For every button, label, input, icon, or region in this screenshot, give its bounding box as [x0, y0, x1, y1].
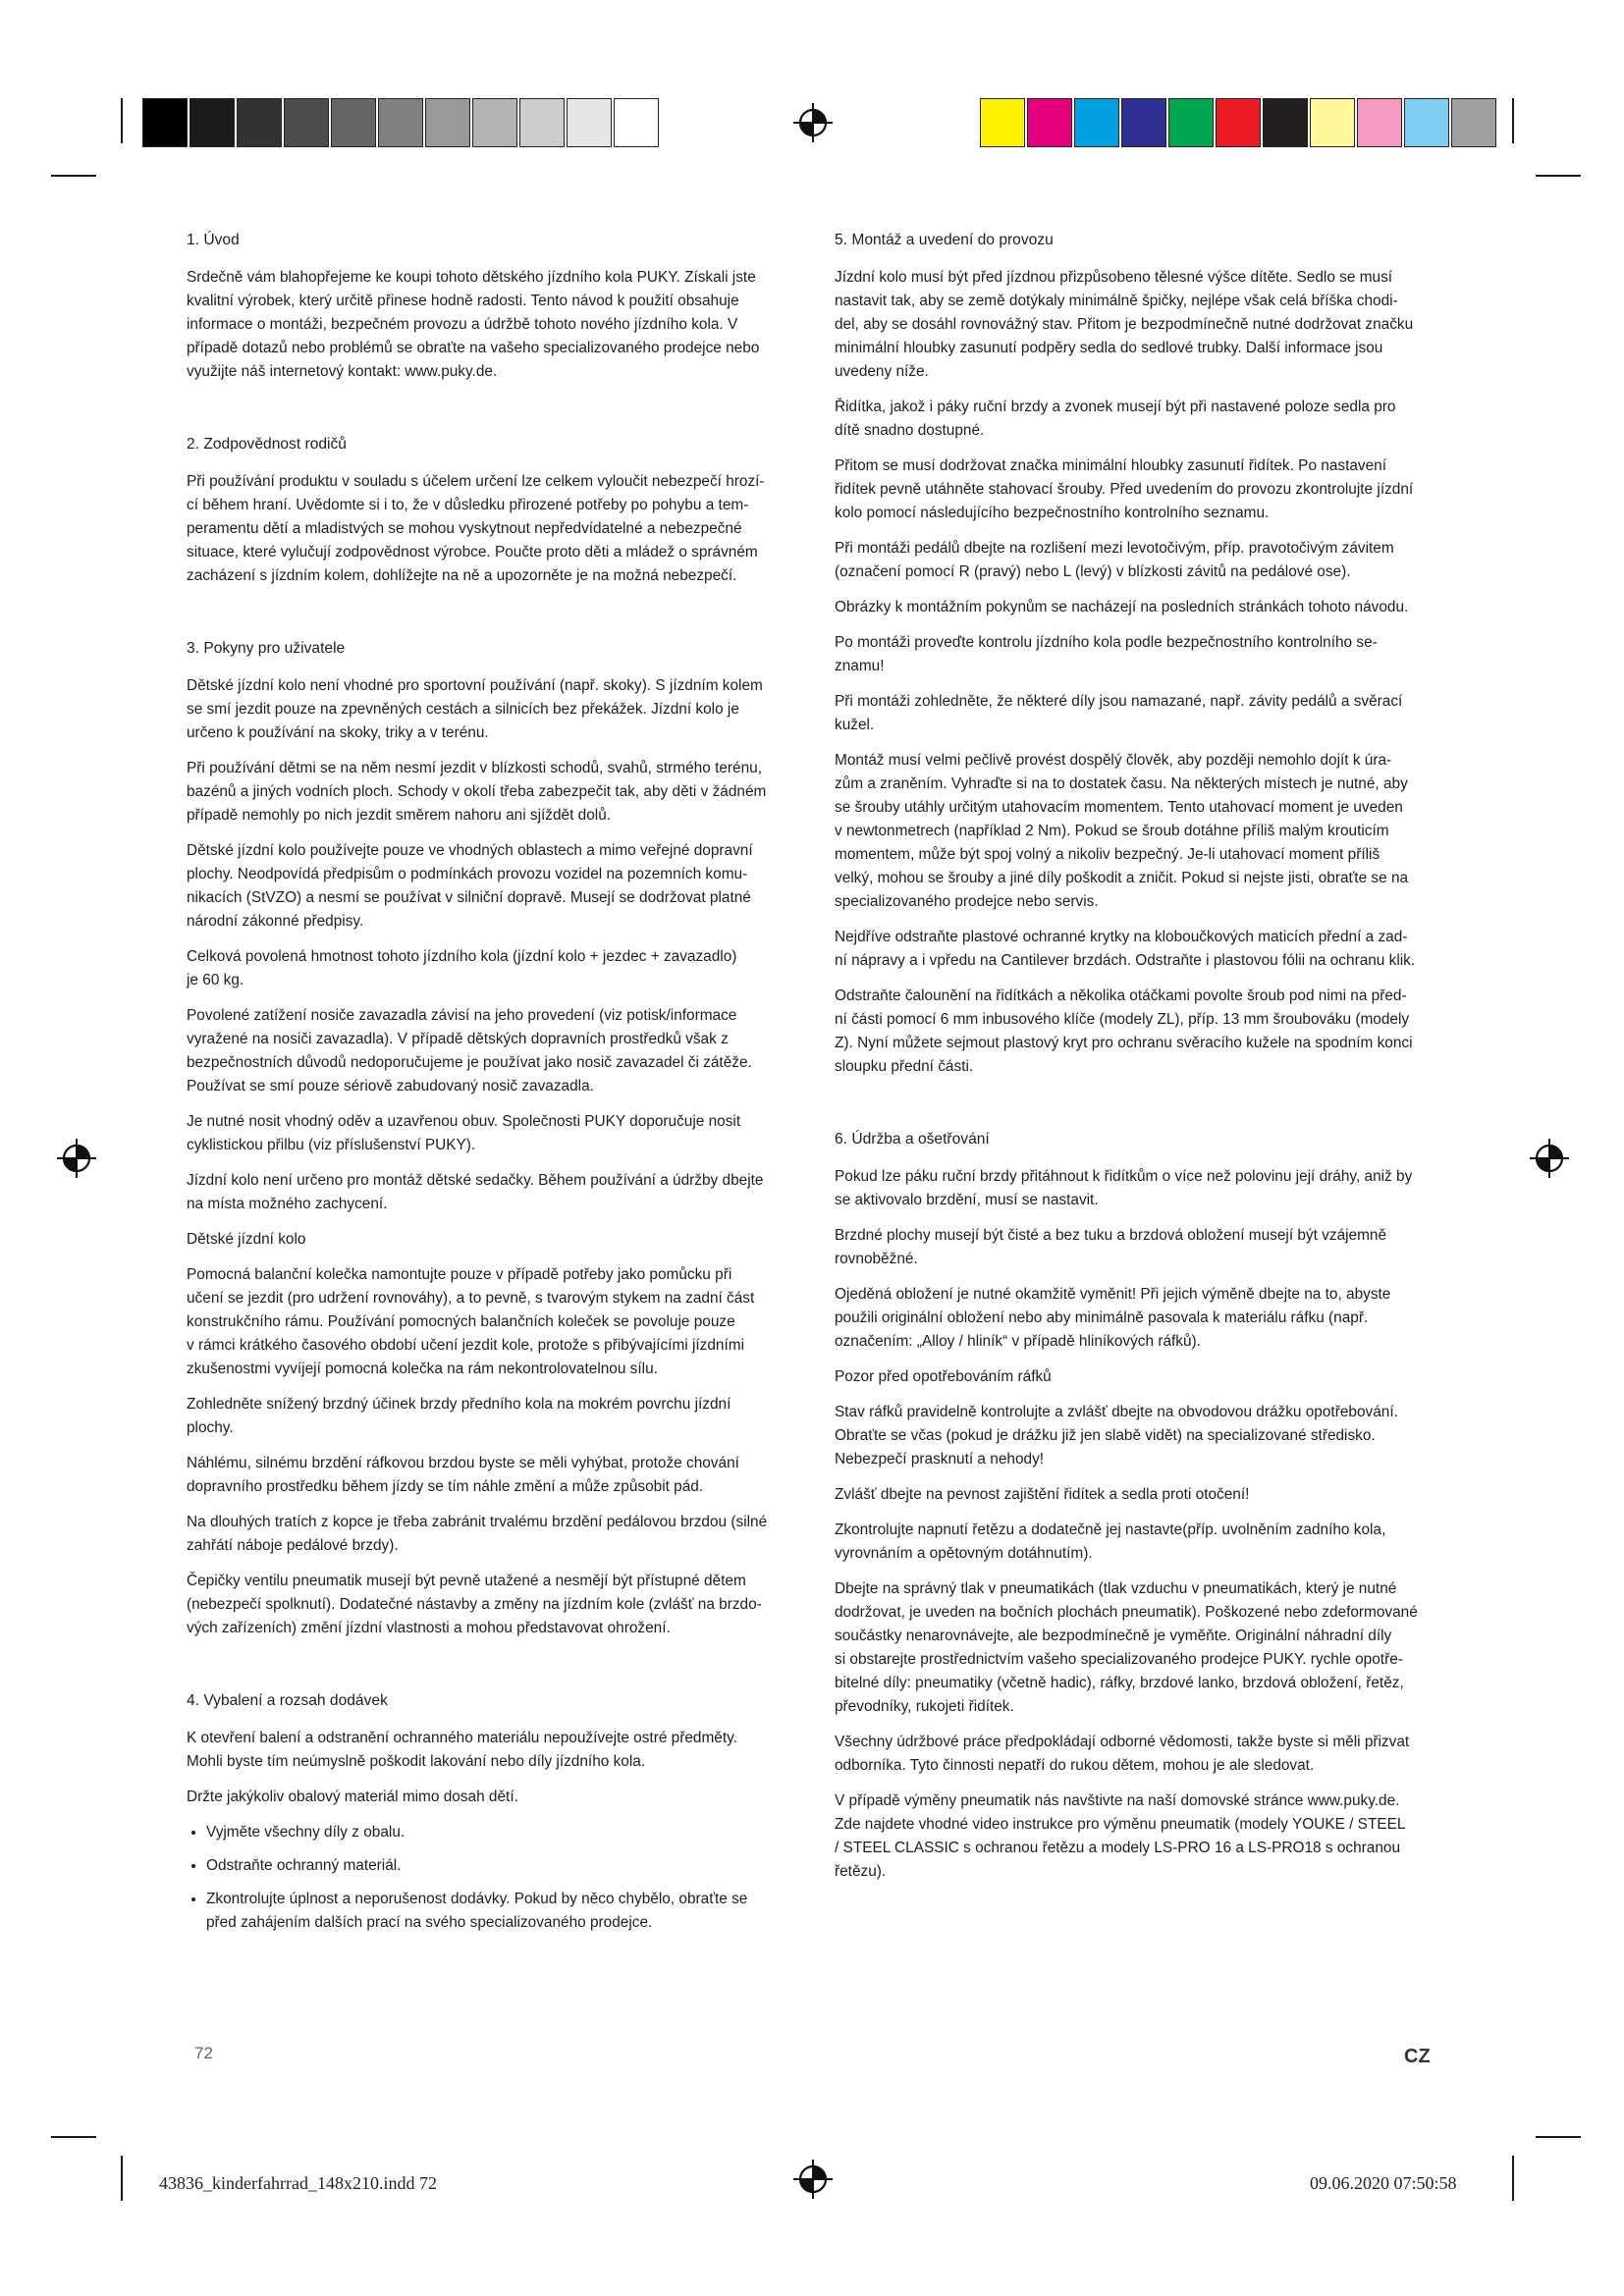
paragraph: Dětské jízdní kolo není vhodné pro sportovní používání (např. skoky). S jízdním kolem se smí jezdit pouze na zpevněných cestách a silnicích bez překážek. Jízdní kolo je určeno k používání na skoky, triky a v terénu.	[187, 677, 763, 741]
color-swatch	[519, 98, 565, 147]
crop-mark	[51, 175, 96, 177]
page-number: 72	[194, 2044, 213, 2062]
paragraph: Stav ráfků pravidelně kontrolujte a zvlášť dbejte na obvodovou drážku opotřebování. Obraťte se včas (pokud je drážku již jen slabě vidět) na specializované středisko. Nebezpečí prasknutí a nehody!	[835, 1404, 1398, 1468]
paragraph: Pozor před opotřebováním ráfků	[835, 1368, 1052, 1385]
paragraph: Přitom se musí dodržovat značka minimální hloubky zasunutí řidítek. Po nastavení řidítek pevně utáhněte stahovací šrouby. Před uvedením do provozu zkontrolujte jízdní kolo pomocí následujícího bezpečnostního kontrolního seznamu.	[835, 457, 1414, 521]
crop-mark	[1536, 2136, 1581, 2138]
paragraph: Odstraňte čalounění na řidítkách a několika otáčkami povolte šroub pod nimi na před- ní části pomocí 6 mm inbusového klíče (modely ZL), příp. 13 mm šroubováku (modely Z). Nyní můžete sejmout plastový kryt pro ochranu svěracího kužele na spodním konci sloupku přední části.	[835, 988, 1413, 1075]
color-swatch	[472, 98, 517, 147]
paragraph: Je nutné nosit vhodný oděv a uzavřenou obuv. Společnosti PUKY doporučuje nosit cyklistickou přilbu (viz příslušenství PUKY).	[187, 1113, 741, 1153]
color-swatch	[1027, 98, 1072, 147]
paragraph: Montáž musí velmi pečlivě provést dospělý člověk, aby později nemohlo dojít k úra- zům a zraněním. Vyhraďte si na to dostatek času. Na některých místech je nutné, aby se šrouby utáhly určitým utahovacím momentem. Tento utahovací moment je uveden v newtonmetrech (například 2 Nm). Pokud se šroub dotáhne příliš malým krouticím momentem, může být spoj volný a nikoliv bezpečný. Je-li utahovací moment příliš velký, mohou se šrouby a jiné díly poškodit a zničit. Pokud si nejste jisti, obraťte se na specializovaného prodejce nebo servis.	[835, 752, 1409, 910]
color-swatch	[1404, 98, 1449, 147]
paragraph: Celková povolená hmotnost tohoto jízdního kola (jízdní kolo + jezdec + zavazadlo) je 60 kg.	[187, 948, 737, 988]
color-swatch	[425, 98, 470, 147]
paragraph: Pokud lze páku ruční brzdy přitáhnout k řidítkům o více než polovinu její dráhy, aniž by se aktivovalo brzdění, musí se nastavit.	[835, 1168, 1413, 1208]
print-slug-filename: 43836_kinderfahrrad_148x210.indd 72	[159, 2173, 437, 2193]
section-heading: 2. Zodpovědnost rodičů	[187, 436, 347, 453]
registration-mark-icon	[791, 2158, 835, 2201]
paragraph: Při montáži pedálů dbejte na rozlišení mezi levotočivým, příp. pravotočivým závitem (označení pomocí R (pravý) nebo L (levý) v blízkosti závitů na pedálové ose).	[835, 540, 1394, 580]
crop-mark	[1536, 175, 1581, 177]
paragraph: Jízdní kolo musí být před jízdnou přizpůsobeno tělesné výšce dítěte. Sedlo se musí nastavit tak, aby se země dotýkaly minimálně špičky, nejlépe však celá bříška chodi- del, aby se dosáhl rovnovážný stav. Přitom je bezpodmínečně nutné dodržovat značku minimální hloubky zasunutí podpěry sedla do sedlové trubky. Další informace jsou uvedeny níže.	[835, 269, 1414, 380]
paragraph: V případě výměny pneumatik nás navštivte na naší domovské stránce www.puky.de. Zde najdete vhodné video instrukce pro výměnu pneumatik (modely YOUKE / STEEL / STEEL CLASSIC s ochranou řetězu a modely LS-PRO 16 a LS-PRO18 s ochranou řetězu).	[835, 1792, 1406, 1880]
color-swatch	[1310, 98, 1355, 147]
paragraph: Řidítka, jakož i páky ruční brzdy a zvonek musejí být při nastavené poloze sedla pro dítě snadno dostupné.	[835, 399, 1396, 439]
paragraph: Na dlouhých tratích z kopce je třeba zabránit trvalému brzdění pedálovou brzdou (silné zahřátí náboje pedálové brzdy).	[187, 1514, 768, 1554]
color-swatch	[284, 98, 329, 147]
color-swatch	[1451, 98, 1496, 147]
color-swatch	[980, 98, 1025, 147]
crop-mark	[51, 2136, 96, 2138]
bullet-item: • Odstraňte ochranný materiál.	[206, 1854, 785, 1878]
color-swatch	[331, 98, 376, 147]
paragraph: Povolené zatížení nosiče zavazadla závisí na jeho provedení (viz potisk/informace vyražené na nosiči zavazadla). V případě dětských dopravních prostředků však z bezpečnostních důvodů nedoporučujeme je používat jako nosič zavazadel či zátěže. Používat se smí pouze sériově zabudovaný nosič zavazadla.	[187, 1007, 752, 1095]
paragraph: K otevření balení a odstranění ochranného materiálu nepoužívejte ostré předměty. Mohli byste tím neúmyslně poškodit lakování nebo díly jízdního kola.	[187, 1730, 737, 1770]
bullet-list	[187, 1821, 785, 1935]
color-swatch	[189, 98, 235, 147]
crop-mark	[1512, 98, 1514, 143]
right-text-column	[835, 229, 1443, 1896]
paragraph: Náhlému, silnému brzdění ráfkovou brzdou byste se měli vyhýbat, protože chování dopravního prostředku během jízdy se tím náhle změní a může způsobit pád.	[187, 1455, 739, 1495]
paragraph: Dětské jízdní kolo	[187, 1231, 306, 1248]
section-heading: 6. Údržba a ošetřování	[835, 1131, 990, 1148]
process-color-bar	[980, 98, 1498, 149]
section-heading: 1. Úvod	[187, 232, 240, 248]
registration-mark-icon	[791, 101, 835, 144]
bullet-item: • Zkontrolujte úplnost a neporušenost dodávky. Pokud by něco chybělo, obraťte se před zahájením dalších prací na svého specializovaného prodejce.	[206, 1888, 785, 1935]
color-swatch	[1074, 98, 1119, 147]
color-swatch	[1121, 98, 1166, 147]
paragraph: Zvlášť dbejte na pevnost zajištění řidítek a sedla proti otočení!	[835, 1486, 1250, 1503]
color-swatch	[614, 98, 659, 147]
paragraph: Všechny údržbové práce předpokládají odborné vědomosti, takže byste si měli přizvat odborníka. Tyto činnosti nepatří do rukou dětem, mohou je ale sledovat.	[835, 1734, 1410, 1774]
paragraph: Při používání dětmi se na něm nesmí jezdit v blízkosti schodů, svahů, strmého terénu, bazénů a jiných vodních ploch. Schody v okolí třeba zabezpečit tak, aby děti v žádném případě nemohly po nich jezdit směrem nahoru ani sjíždět dolů.	[187, 760, 767, 824]
section-spacer	[187, 1652, 785, 1689]
paragraph: Čepičky ventilu pneumatik musejí být pevně utažené a nesmějí být přístupné dětem (nebezpečí spolknutí). Dodatečné nástavby a změny na jízdním kole (zvlášť na brzdo- vých zařízeních) změní jízdní vlastnosti a mohou představovat ohrožení.	[187, 1573, 762, 1636]
color-swatch	[1357, 98, 1402, 147]
paragraph: Jízdní kolo není určeno pro montáž dětské sedačky. Během používání a údržby dbejte na místa možného zachycení.	[187, 1172, 764, 1212]
crop-mark	[1512, 2156, 1514, 2201]
paragraph: Zohledněte snížený brzdný účinek brzdy předního kola na mokrém povrchu jízdní plochy.	[187, 1396, 731, 1436]
section-heading: 3. Pokyny pro uživatele	[187, 640, 346, 657]
color-swatch	[1263, 98, 1308, 147]
language-code: CZ	[1404, 2046, 1431, 2067]
paragraph: Ojeděná obložení je nutné okamžitě vyměnit! Při jejich výměně dbejte na to, abyste použili originální obložení nebo aby minimálně pasovala k materiálu ráfku (např. označením: „Alloy / hliník“ v případě hliníkových ráfků).	[835, 1286, 1391, 1350]
section-spacer	[835, 1091, 1443, 1128]
section-spacer	[187, 600, 785, 637]
registration-mark-icon	[55, 1137, 98, 1180]
paragraph: Při používání produktu v souladu s účelem určení lze celkem vyloučit nebezpečí hrozí- cí během hraní. Uvědomte si i to, že v důsledku přirozené potřeby po pohybu a tem- peramentu dětí a mladistvých se mohou vyskytnout nepředvídatelné a nebezpečné situace, které vylučují zodpovědnost výrobce. Poučte proto děti a mládež o správném zacházení s jízdním kolem, dohlížejte na ně a upozorněte je na možná nebezpečí.	[187, 473, 765, 584]
color-swatch	[142, 98, 188, 147]
paragraph: Obrázky k montážním pokynům se nacházejí na posledních stránkách tohoto návodu.	[835, 599, 1409, 615]
paragraph: Zkontrolujte napnutí řetězu a dodatečně jej nastavte(příp. uvolněním zadního kola, vyrovnáním a opětovným dotáhnutím).	[835, 1522, 1386, 1562]
color-swatch	[378, 98, 423, 147]
color-swatch	[1216, 98, 1261, 147]
color-swatch	[237, 98, 282, 147]
color-swatch	[567, 98, 612, 147]
crop-mark	[121, 98, 123, 143]
paragraph: Po montáži proveďte kontrolu jízdního kola podle bezpečnostního kontrolního se- znamu!	[835, 634, 1378, 674]
paragraph: Pomocná balanční kolečka namontujte pouze v případě potřeby jako pomůcku při učení se jezdit (pro udržení rovnováhy), a to pevně, s tvarovým stykem na zadní část konstrukčního rámu. Používání pomocných balančních koleček se povoluje pouze v rámci krátkého časového období učení jezdit kole, protože s přibývajícími jízdními zkušenostmi vyvíjejí pomocná kolečka na rám nekontrolovatelnou sílu.	[187, 1266, 755, 1377]
paragraph: Srdečně vám blahopřejeme ke koupi tohoto dětského jízdního kola PUKY. Získali jste kvalitní výrobek, který určitě přinese hodně radosti. Tento návod k použití obsahuje informace o montáži, bezpečném provozu a údržbě tohoto nového jízdního kola. V případě dotazů nebo problémů se obraťte na vašeho specializovaného prodejce nebo využijte náš internetový kontakt: www.puky.de.	[187, 269, 760, 380]
left-text-column	[187, 229, 785, 1945]
paragraph: Držte jakýkoliv obalový materiál mimo dosah dětí.	[187, 1789, 518, 1805]
paragraph: Brzdné plochy musejí být čisté a bez tuku a brzdová obložení musejí být vzájemně rovnoběžné.	[835, 1227, 1387, 1267]
crop-mark	[121, 2156, 123, 2201]
section-spacer	[187, 396, 785, 433]
paragraph: Nejdříve odstraňte plastové ochranné krytky na kloboučkových maticích přední a zad- ní nápravy a i vpředu na Cantilever brzdách. Odstraňte i plastovou fólii na ochranu klik.	[835, 929, 1416, 969]
section-heading: 5. Montáž a uvedení do provozu	[835, 232, 1054, 248]
print-slug-timestamp: 09.06.2020 07:50:58	[1310, 2173, 1457, 2193]
section-heading: 4. Vybalení a rozsah dodávek	[187, 1692, 388, 1709]
paragraph: Dětské jízdní kolo používejte pouze ve vhodných oblastech a mimo veřejné dopravní plochy. Neodpovídá předpisům o podmínkách provozu vozidel na pozemních komu- nikacích (StVZO) a nesmí se používat v silniční dopravě. Musejí se dodržovat platné národní zákonné předpisy.	[187, 842, 753, 930]
grayscale-color-bar	[142, 98, 661, 149]
registration-mark-icon	[1528, 1137, 1571, 1180]
color-swatch	[1168, 98, 1214, 147]
paragraph: Dbejte na správný tlak v pneumatikách (tlak vzduchu v pneumatikách, který je nutné dodržovat, je uveden na bočních plochách pneumatik). Poškozené nebo zdeformované součástky nenarovnávejte, ale bezpodmínečně je vyměňte. Originální náhradní díly si obstarejte prostřednictvím vašeho specializovaného prodejce PUKY. rychle opotře- bitelné díly: pneumatiky (včetně hadic), ráfky, brzdové lanko, brzdová obložení, řetěz, převodníky, rukojeti řidítek.	[835, 1580, 1418, 1715]
paragraph: Při montáži zohledněte, že některé díly jsou namazané, např. závity pedálů a svěrací kužel.	[835, 693, 1403, 733]
bullet-item: • Vyjměte všechny díly z obalu.	[206, 1821, 785, 1844]
